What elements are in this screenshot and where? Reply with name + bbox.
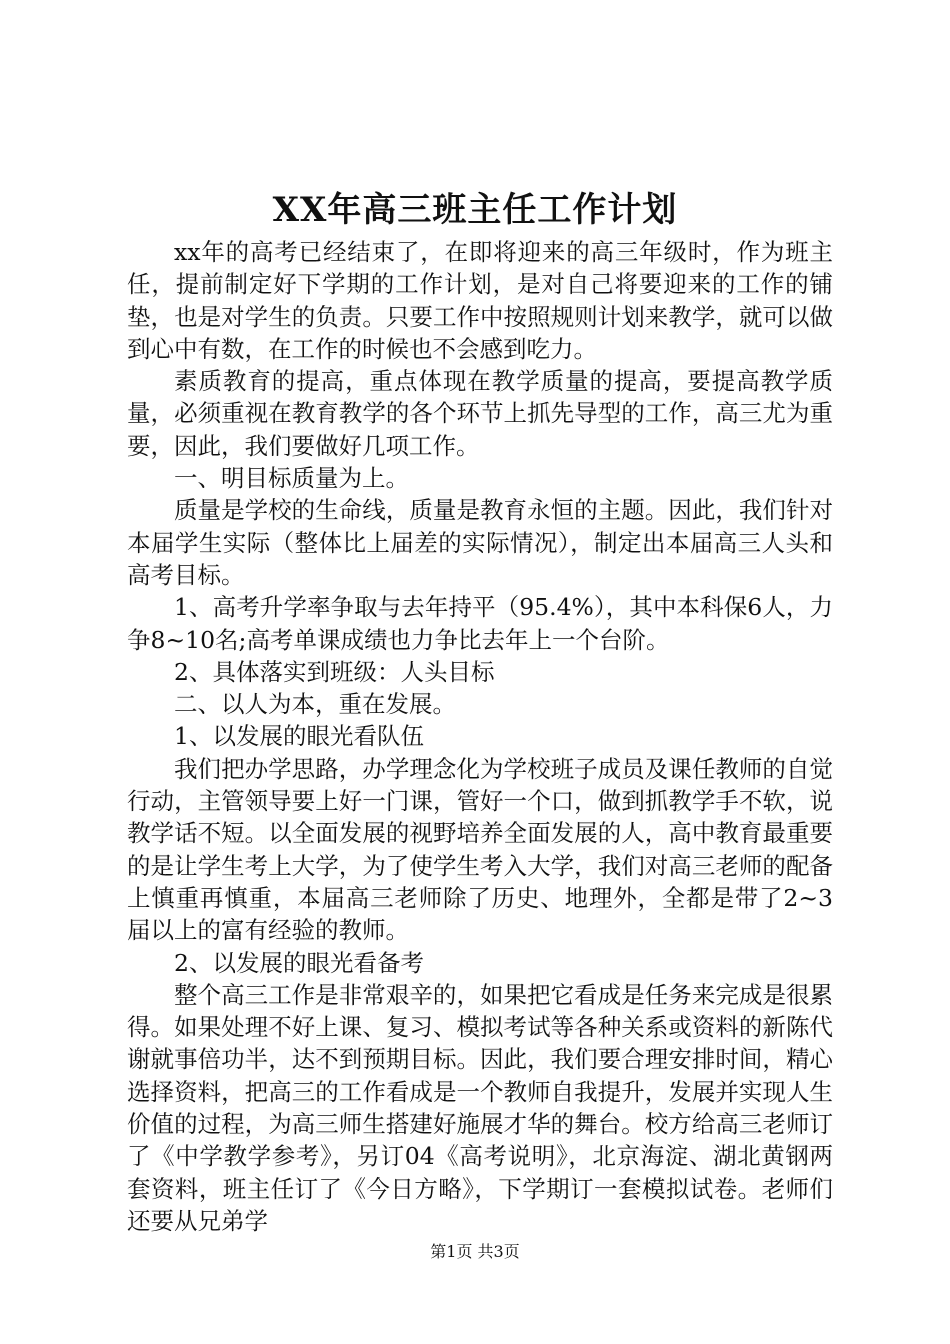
paragraph: 质量是学校的生命线，质量是教育永恒的主题。因此，我们针对本届学生实际（整体比上届差的实际情况），制定出本届高三人头和高考目标。 <box>127 496 833 589</box>
paragraph: 素质教育的提高，重点体现在教学质量的提高，要提高教学质量，必须重视在教育教学的各个环节上抓先导型的工作，高三尤为重要，因此，我们要做好几项工作。 <box>127 367 833 460</box>
document-title: XX年高三班主任工作计划 <box>272 190 678 230</box>
paragraph: xx年的高考已经结束了，在即将迎来的高三年级时，作为班主任，提前制定好下学期的工作计划，是对自己将要迎来的工作的铺垫，也是对学生的负责。只要工作中按照规则计划来教学，就可以做到心中有数，在工作的时候也不会感到吃力。 <box>127 238 833 363</box>
subsection-heading: 2、以发展的眼光看备考 <box>174 948 424 977</box>
list-item: 2、具体落实到班级：人头目标 <box>174 657 495 686</box>
page-footer: 第1页 共3页 <box>430 1242 520 1261</box>
subsection-heading: 1、以发展的眼光看队伍 <box>174 722 424 751</box>
list-item: 1、高考升学率争取与去年持平（95.4%），其中本科保6人，力争8~10名;高考单课成绩也力争比去年上一个台阶。 <box>127 593 833 654</box>
section-heading: 二、以人为本，重在发展。 <box>174 690 456 719</box>
paragraph: 我们把办学思路，办学理念化为学校班子成员及课任教师的自觉行动，主管领导要上好一门课，管好一个口，做到抓教学手不软，说教学话不短。以全面发展的视野培养全面发展的人，高中教育最重要的是让学生考上大学，为了使学生考入大学，我们对高三老师的配备上慎重再慎重，本届高三老师除了历史、地理外，全都是带了2~3届以上的富有经验的教师。 <box>127 754 833 945</box>
section-heading: 一、明目标质量为上。 <box>174 464 409 493</box>
paragraph: 整个高三工作是非常艰辛的，如果把它看成是任务来完成是很累得。如果处理不好上课、复习、模拟考试等各种关系或资料的新陈代谢就事倍功半，达不到预期目标。因此，我们要合理安排时间，精心选择资料，把高三的工作看成是一个教师自我提升，发展并实现人生价值的过程，为高三师生搭建好施展才华的舞台。校方给高三老师订了《中学教学参考》，另订04《高考说明》，北京海淀、湖北黄钢两套资料，班主任订了《今日方略》，下学期订一套模拟试卷。老师们还要从兄弟学 <box>127 980 833 1235</box>
document-body <box>127 236 833 1237</box>
